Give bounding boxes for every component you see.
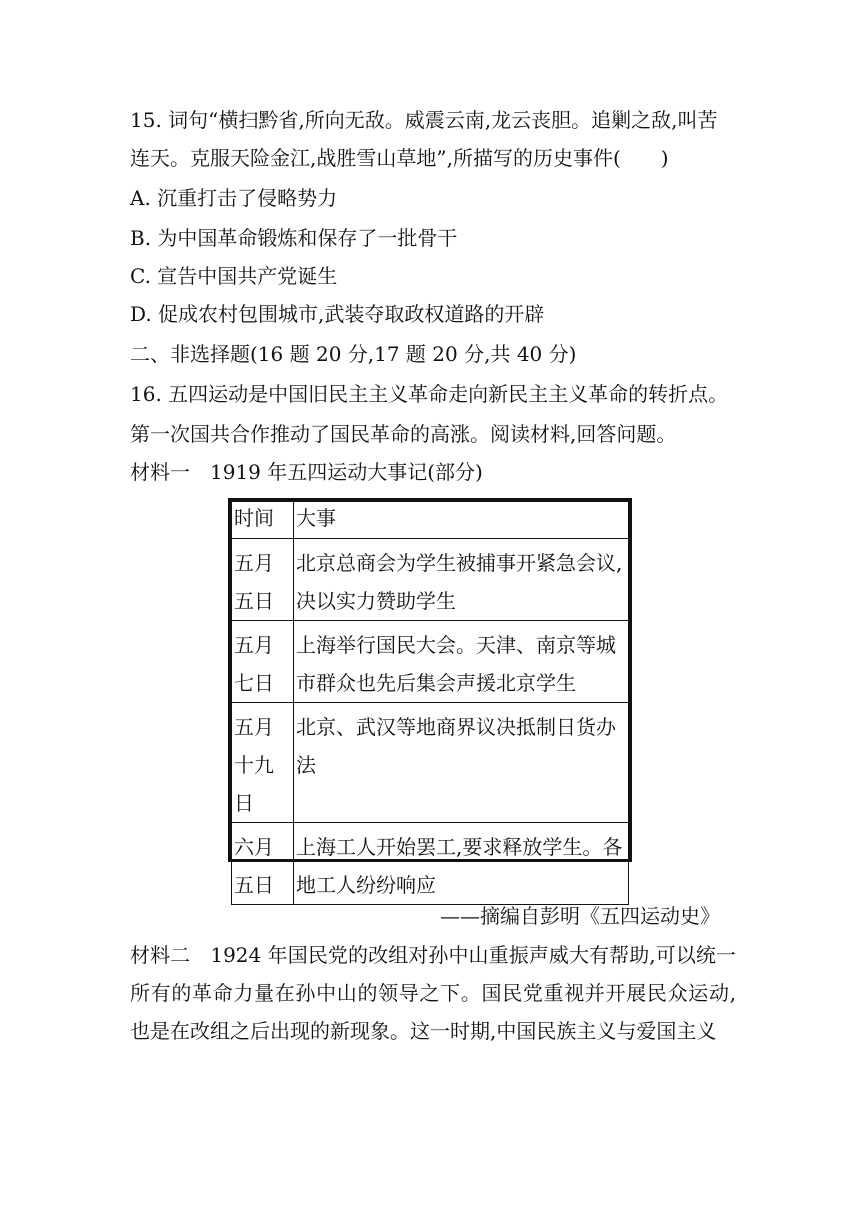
material-2-text: 材料二 1924 年国民党的改组对孙中山重振声威大有帮助,可以统一所有的革命力量在孙中山的领导之下。国民党重视并开展民众运动,也是在改组之后出现的新现象。这一时期,中国民族主义与爱国主义 xyxy=(130,943,736,1043)
events-table xyxy=(228,498,632,897)
table-cell-date: 五月十九日 xyxy=(232,703,294,823)
table-row xyxy=(232,539,629,621)
table-row xyxy=(232,621,629,703)
table-cell-event: 上海举行国民大会。天津、南京等城市群众也先后集会声援北京学生 xyxy=(294,621,629,703)
table-cell-date: 五月五日 xyxy=(232,539,294,621)
table-cell-date: 五月七日 xyxy=(232,621,294,703)
table-row xyxy=(232,703,629,823)
table-cell-event: 北京、武汉等地商界议决抵制日货办法 xyxy=(294,703,629,823)
q15-option-c: C. 宣告中国共产党诞生 xyxy=(130,264,338,288)
q15-option-d: D. 促成农村包围城市,武装夺取政权道路的开辟 xyxy=(130,302,545,326)
q15-option-b: B. 为中国革命锻炼和保存了一批骨干 xyxy=(130,226,458,250)
q15-stem-line-2: 连天。克服天险金江,战胜雪山草地”,所描写的历史事件( ) xyxy=(130,146,669,170)
table-cell-event: 北京总商会为学生被捕事开紧急会议,决以实力赞助学生 xyxy=(294,539,629,621)
table-cell-date: 六月五日 xyxy=(232,823,294,905)
table-cell-event: 上海工人开始罢工,要求释放学生。各地工人纷纷响应 xyxy=(294,823,629,905)
q15-stem-line-1: 15. 词句“横扫黔省,所向无敌。威震云南,龙云丧胆。追剿之敌,叫苦 xyxy=(130,108,718,132)
table-header-event: 大事 xyxy=(294,502,629,539)
material-1-title: 材料一 1919 年五四运动大事记(部分) xyxy=(130,460,483,484)
table-header-row xyxy=(232,502,629,539)
q16-intro-line-2: 第一次国共合作推动了国民革命的高涨。阅读材料,回答问题。 xyxy=(130,422,677,446)
table-header-time: 时间 xyxy=(232,502,294,539)
material-1-source: ——摘编自彭明《五四运动史》 xyxy=(440,904,720,928)
q16-intro-line-1: 16. 五四运动是中国旧民主主义革命走向新民主主义革命的转折点。 xyxy=(130,382,729,406)
table-row xyxy=(232,823,629,905)
q15-option-a: A. 沉重打击了侵略势力 xyxy=(130,186,338,210)
section-heading: 二、非选择题(16 题 20 分,17 题 20 分,共 40 分) xyxy=(130,342,577,366)
